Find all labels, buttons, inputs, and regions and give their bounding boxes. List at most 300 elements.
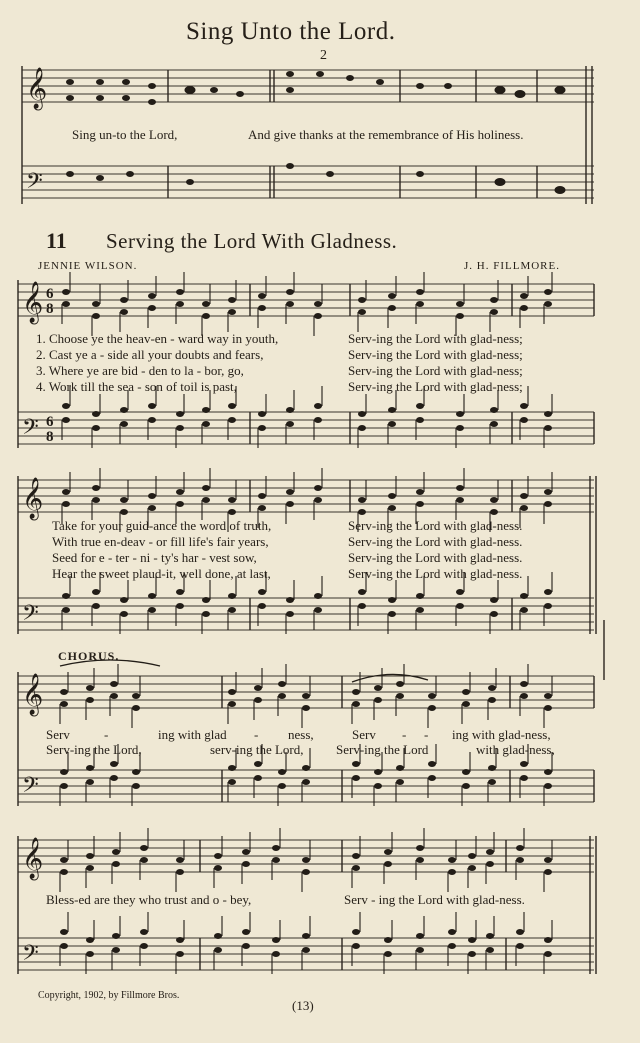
notehead <box>286 489 294 495</box>
notehead <box>110 775 118 781</box>
notehead <box>286 407 294 413</box>
notehead <box>468 865 476 871</box>
hymn10-lyric-right: And give thanks at the remembrance of His holiness. <box>248 127 524 142</box>
svg-text:𝄢: 𝄢 <box>22 773 39 803</box>
notehead <box>92 411 100 417</box>
notehead <box>384 849 392 855</box>
notehead <box>60 701 68 707</box>
notehead <box>462 701 470 707</box>
notehead <box>468 937 476 943</box>
chorus-line2-a: Bless-ed are they who trust and o - bey, <box>46 892 252 907</box>
notehead <box>242 929 250 935</box>
notehead <box>258 493 266 499</box>
hymn10-title: Sing Unto the Lord. <box>186 18 396 45</box>
verse-4-line1: 4. Work till the sea - son of toil is past, <box>36 379 237 394</box>
notehead <box>176 937 184 943</box>
notehead <box>520 305 528 311</box>
notehead <box>490 297 498 303</box>
notehead <box>396 681 404 687</box>
notehead <box>258 305 266 311</box>
notehead <box>520 403 528 409</box>
notehead <box>60 689 68 695</box>
notehead <box>490 309 498 315</box>
notehead <box>62 403 70 409</box>
hymn10-number: 2 <box>320 48 327 63</box>
svg-text:6: 6 <box>46 286 54 302</box>
notehead <box>462 689 470 695</box>
notehead <box>520 505 528 511</box>
notehead <box>314 403 322 409</box>
notehead <box>488 685 496 691</box>
notehead <box>176 489 184 495</box>
notehead <box>520 293 528 299</box>
notehead <box>388 293 396 299</box>
notehead <box>416 301 424 307</box>
notehead <box>314 313 322 319</box>
svg-text:𝄞: 𝄞 <box>22 674 44 715</box>
notehead <box>352 943 360 949</box>
notehead <box>278 681 286 687</box>
notehead <box>302 779 310 785</box>
notehead <box>462 769 470 775</box>
notehead <box>456 425 464 431</box>
notehead <box>254 775 262 781</box>
notehead <box>148 607 156 613</box>
notehead <box>416 289 424 295</box>
notehead <box>490 597 498 603</box>
notehead <box>352 775 360 781</box>
notehead <box>416 947 424 953</box>
notehead <box>278 769 286 775</box>
notehead <box>92 425 100 431</box>
notehead <box>358 497 366 503</box>
notehead <box>388 611 396 617</box>
notehead <box>488 765 496 771</box>
svg-text:𝄞: 𝄞 <box>22 478 44 519</box>
notehead <box>258 411 266 417</box>
notehead <box>520 417 528 423</box>
notehead <box>258 603 266 609</box>
notehead <box>388 597 396 603</box>
notehead <box>110 761 118 767</box>
notehead <box>448 857 456 863</box>
hymn11-number: 11 <box>46 228 67 253</box>
notehead <box>176 501 184 507</box>
notehead <box>384 937 392 943</box>
notehead <box>86 937 94 943</box>
staff-chorus-l2-bass <box>18 938 594 970</box>
notehead <box>176 301 184 307</box>
notehead <box>544 869 552 875</box>
notehead <box>202 313 210 319</box>
staff-hymn10-treble <box>22 70 594 102</box>
notehead <box>86 951 94 957</box>
notehead <box>62 417 70 423</box>
notehead <box>416 489 424 495</box>
notehead <box>544 937 552 943</box>
notehead <box>314 497 322 503</box>
notehead <box>544 301 552 307</box>
notehead <box>92 313 100 319</box>
notehead <box>86 697 94 703</box>
notehead <box>202 485 210 491</box>
notehead <box>374 697 382 703</box>
notehead <box>132 705 140 711</box>
notehead <box>374 769 382 775</box>
notehead <box>468 951 476 957</box>
notehead <box>352 929 360 935</box>
notehead <box>62 593 70 599</box>
notehead <box>176 603 184 609</box>
notehead <box>202 407 210 413</box>
notehead <box>60 929 68 935</box>
notehead <box>228 497 236 503</box>
notehead <box>456 313 464 319</box>
notehead <box>468 853 476 859</box>
notehead <box>374 783 382 789</box>
notehead <box>352 689 360 695</box>
notehead <box>388 505 396 511</box>
notehead <box>456 603 464 609</box>
notehead <box>214 933 222 939</box>
notehead <box>202 611 210 617</box>
notehead <box>388 305 396 311</box>
notehead <box>416 593 424 599</box>
notehead <box>490 421 498 427</box>
notehead <box>302 869 310 875</box>
verses-line2: Take for your guid-ance the word of truth, With true en-deav - or fill life's fair years, Seed for e - ter - ni - ty's har - vest sow, Hear the sweet plaud-it, well done, at last, <box>52 518 272 581</box>
svg-text:𝄢: 𝄢 <box>22 601 39 631</box>
notehead <box>176 411 184 417</box>
notehead <box>486 849 494 855</box>
verses-line2-refrain: Serv-ing the Lord with glad-ness. Serv-ing the Lord with glad-ness. Serv-ing the Lord with glad-ness. Serv-ing the Lord with glad-ness. <box>348 518 523 581</box>
notehead <box>544 705 552 711</box>
notehead <box>92 301 100 307</box>
notehead <box>490 497 498 503</box>
notehead <box>314 607 322 613</box>
notehead <box>286 597 294 603</box>
notehead <box>544 489 552 495</box>
notehead <box>286 501 294 507</box>
notehead <box>358 309 366 315</box>
notehead <box>132 769 140 775</box>
notehead <box>462 783 470 789</box>
notehead <box>286 421 294 427</box>
svg-text:𝄢: 𝄢 <box>22 415 39 445</box>
notehead <box>428 761 436 767</box>
notehead <box>302 947 310 953</box>
notehead <box>112 861 120 867</box>
notehead <box>60 783 68 789</box>
notehead <box>120 297 128 303</box>
notehead <box>148 417 156 423</box>
notehead <box>92 485 100 491</box>
notehead <box>278 783 286 789</box>
notehead <box>428 775 436 781</box>
notehead <box>286 301 294 307</box>
hymn11-title: Serving the Lord With Gladness. <box>106 229 398 253</box>
copyright: Copyright, 1902, by Fillmore Bros. <box>38 990 180 1001</box>
notehead <box>62 607 70 613</box>
notehead <box>416 417 424 423</box>
notehead <box>62 301 70 307</box>
notehead <box>176 869 184 875</box>
notehead <box>62 489 70 495</box>
staff-chorus-l1-bass <box>18 770 594 802</box>
staff-chorus-l2-treble <box>18 840 594 872</box>
notehead <box>176 289 184 295</box>
notehead <box>396 693 404 699</box>
staff-chorus-l1-treble <box>18 676 594 708</box>
notehead <box>140 857 148 863</box>
svg-text:8: 8 <box>46 301 54 317</box>
notehead <box>202 597 210 603</box>
notehead <box>60 869 68 875</box>
notehead <box>302 693 310 699</box>
notehead <box>374 685 382 691</box>
notehead <box>92 497 100 503</box>
notehead <box>456 497 464 503</box>
notehead <box>92 589 100 595</box>
notehead <box>242 943 250 949</box>
notehead <box>520 761 528 767</box>
notehead <box>456 485 464 491</box>
notehead <box>258 425 266 431</box>
svg-text:𝄞: 𝄞 <box>22 282 44 323</box>
notehead <box>314 485 322 491</box>
notehead <box>120 407 128 413</box>
staff-hymn11-l1-bass <box>18 412 594 444</box>
verse-3-line1: 3. Where ye are bid - den to la - bor, go, <box>36 363 244 378</box>
notehead <box>112 933 120 939</box>
notehead <box>544 783 552 789</box>
notehead <box>148 293 156 299</box>
notehead <box>60 943 68 949</box>
notehead <box>86 779 94 785</box>
notehead <box>228 509 236 515</box>
notehead <box>92 603 100 609</box>
notehead <box>176 857 184 863</box>
notehead <box>448 943 456 949</box>
notehead <box>254 761 262 767</box>
notehead <box>388 421 396 427</box>
verse-1-line1: 1. Choose ye the heav-en - ward way in youth, <box>36 331 279 346</box>
notehead <box>358 589 366 595</box>
notehead <box>352 853 360 859</box>
notehead <box>544 589 552 595</box>
notehead <box>428 705 436 711</box>
notehead <box>86 853 94 859</box>
notehead <box>448 929 456 935</box>
notehead <box>416 933 424 939</box>
notehead <box>110 681 118 687</box>
staff-hymn10-bass <box>22 166 594 198</box>
notehead <box>352 865 360 871</box>
notehead <box>544 603 552 609</box>
notehead <box>490 509 498 515</box>
notehead <box>176 425 184 431</box>
notehead <box>396 779 404 785</box>
notehead <box>302 705 310 711</box>
notehead <box>62 501 70 507</box>
svg-text:𝄞: 𝄞 <box>22 838 44 879</box>
notehead <box>314 593 322 599</box>
notehead <box>148 505 156 511</box>
notehead <box>202 301 210 307</box>
notehead <box>416 501 424 507</box>
notehead <box>228 689 236 695</box>
notehead <box>86 685 94 691</box>
notehead <box>388 407 396 413</box>
notehead <box>148 493 156 499</box>
notehead <box>358 603 366 609</box>
notehead <box>486 933 494 939</box>
notehead <box>352 761 360 767</box>
notehead <box>516 929 524 935</box>
notehead <box>120 309 128 315</box>
notehead <box>228 309 236 315</box>
notehead <box>416 607 424 613</box>
notehead <box>456 301 464 307</box>
staff-hymn11-l2-treble <box>18 480 594 512</box>
staff-hymn11-l1-treble <box>18 284 594 316</box>
notehead <box>272 937 280 943</box>
notehead <box>520 493 528 499</box>
notehead <box>286 611 294 617</box>
notehead <box>428 693 436 699</box>
notehead <box>488 697 496 703</box>
notehead <box>176 589 184 595</box>
notehead <box>228 779 236 785</box>
notehead <box>140 929 148 935</box>
chorus-label: CHORUS. <box>58 649 120 663</box>
notehead <box>112 947 120 953</box>
notehead <box>214 947 222 953</box>
notehead <box>488 779 496 785</box>
notehead <box>258 589 266 595</box>
composer: J. H. FILLMORE. <box>464 260 560 272</box>
notehead <box>358 411 366 417</box>
notehead <box>214 853 222 859</box>
notehead <box>120 597 128 603</box>
notehead <box>110 693 118 699</box>
notehead <box>176 951 184 957</box>
notehead <box>120 611 128 617</box>
notehead <box>86 765 94 771</box>
verses-line1 <box>36 331 278 395</box>
notehead <box>384 951 392 957</box>
notehead <box>112 849 120 855</box>
notehead <box>544 411 552 417</box>
bass-clef-icon: 𝄢 <box>26 169 43 199</box>
notehead <box>388 493 396 499</box>
notehead <box>242 849 250 855</box>
notehead <box>516 943 524 949</box>
notehead <box>520 693 528 699</box>
notehead <box>254 697 262 703</box>
notehead <box>258 293 266 299</box>
notehead <box>254 685 262 691</box>
notehead <box>384 861 392 867</box>
notehead <box>544 857 552 863</box>
notehead <box>314 301 322 307</box>
notehead <box>272 845 280 851</box>
svg-text:𝄢: 𝄢 <box>22 941 39 971</box>
notehead <box>544 769 552 775</box>
notehead <box>448 869 456 875</box>
notehead <box>242 861 250 867</box>
notehead <box>302 857 310 863</box>
staff-hymn11-l2-bass <box>18 598 594 630</box>
notehead <box>486 861 494 867</box>
notehead <box>228 297 236 303</box>
hymn10-lyric-left: Sing un-to the Lord, <box>72 127 178 142</box>
notehead <box>490 407 498 413</box>
notehead <box>62 289 70 295</box>
notehead <box>148 305 156 311</box>
chorus-line1-top-1: Serv <box>46 727 70 742</box>
notehead <box>286 289 294 295</box>
notehead <box>352 701 360 707</box>
notehead <box>486 947 494 953</box>
notehead <box>228 701 236 707</box>
notehead <box>278 693 286 699</box>
notehead <box>86 865 94 871</box>
notehead <box>544 951 552 957</box>
notehead <box>228 593 236 599</box>
notehead <box>544 425 552 431</box>
notehead <box>314 417 322 423</box>
notehead <box>416 857 424 863</box>
verse-2-line1: 2. Cast ye a - side all your doubts and fears, <box>36 347 264 362</box>
notehead <box>140 943 148 949</box>
notehead <box>520 775 528 781</box>
chorus-line2-b: Serv - ing the Lord with glad-ness. <box>344 892 525 907</box>
notehead <box>148 403 156 409</box>
notehead <box>214 865 222 871</box>
page-number: (13) <box>292 998 314 1013</box>
notehead <box>396 765 404 771</box>
notehead <box>60 769 68 775</box>
author: JENNIE WILSON. <box>38 260 138 272</box>
notehead <box>544 693 552 699</box>
notehead <box>272 951 280 957</box>
notehead <box>228 403 236 409</box>
notehead <box>120 421 128 427</box>
notehead <box>272 857 280 863</box>
verses-line1-refrain: Serv-ing the Lord with glad-ness; Serv-ing the Lord with glad-ness; Serv-ing the Lord with glad-ness; Serv-ing the Lord with glad-ness; <box>348 331 523 394</box>
notehead <box>302 933 310 939</box>
notehead <box>416 845 424 851</box>
notehead <box>228 765 236 771</box>
notehead <box>120 509 128 515</box>
notehead <box>516 857 524 863</box>
notehead <box>520 593 528 599</box>
notehead <box>456 411 464 417</box>
notehead <box>60 857 68 863</box>
notehead <box>258 505 266 511</box>
svg-text:6: 6 <box>46 414 54 430</box>
notehead <box>544 289 552 295</box>
notehead <box>544 501 552 507</box>
notehead <box>202 497 210 503</box>
notehead <box>140 845 148 851</box>
notehead <box>416 403 424 409</box>
notehead <box>120 497 128 503</box>
notehead <box>148 593 156 599</box>
notehead <box>202 421 210 427</box>
notehead <box>490 611 498 617</box>
